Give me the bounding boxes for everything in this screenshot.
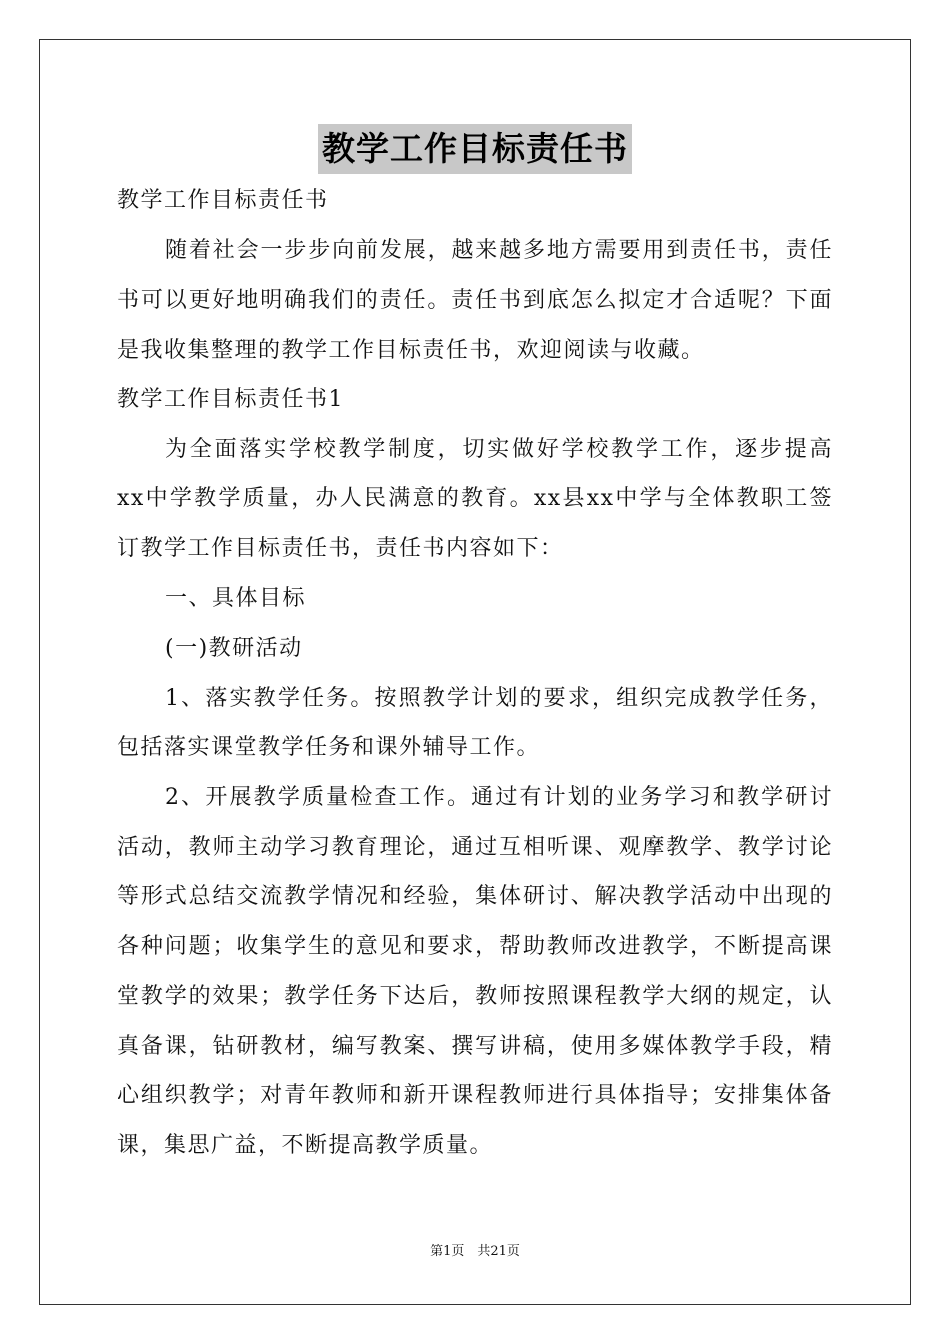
- intro-line-2: 书可以更好地明确我们的责任。责任书到底怎么拟定才合适呢？下面: [117, 288, 833, 313]
- item2-line-3: 等形式总结交流教学情况和经验，集体研讨、解决教学活动中出现的: [117, 884, 833, 909]
- document-title: 教学工作目标责任书: [318, 124, 632, 174]
- item2-line-6: 真备课，钻研教材，编写教案、撰写讲稿，使用多媒体教学手段，精: [117, 1034, 833, 1059]
- item1-line-1: 1、落实教学任务。按照教学计划的要求，组织完成教学任务，: [165, 686, 833, 711]
- heading-specific-goals: 一、具体目标: [165, 586, 307, 611]
- title-container: [0, 124, 950, 174]
- para1-line-1: 为全面落实学校教学制度，切实做好学校教学工作，逐步提高: [165, 437, 833, 462]
- item2-line-5: 堂教学的效果；教学任务下达后，教师按照课程教学大纲的规定，认: [117, 984, 833, 1009]
- intro-line-1: 随着社会一步步向前发展，越来越多地方需要用到责任书，责任: [165, 238, 833, 263]
- page-footer: 第1页 共21页: [430, 1244, 520, 1259]
- para1-line-3: 订教学工作目标责任书，责任书内容如下：: [117, 536, 564, 561]
- heading-research-activities: (一)教研活动: [165, 636, 303, 661]
- item1-line-2: 包括落实课堂教学任务和课外辅导工作。: [117, 735, 541, 760]
- section-heading: 教学工作目标责任书1: [117, 387, 344, 412]
- subtitle-line: 教学工作目标责任书: [117, 188, 329, 213]
- item2-line-4: 各种问题；收集学生的意见和要求，帮助教师改进教学，不断提高课: [117, 934, 833, 959]
- item2-line-2: 活动，教师主动学习教育理论，通过互相听课、观摩教学、教学讨论: [117, 835, 833, 860]
- intro-line-3: 是我收集整理的教学工作目标责任书，欢迎阅读与收藏。: [117, 338, 705, 363]
- item2-line-7: 心组织教学；对青年教师和新开课程教师进行具体指导；安排集体备: [117, 1083, 833, 1108]
- item2-line-1: 2、开展教学质量检查工作。通过有计划的业务学习和教学研讨: [165, 785, 833, 810]
- para1-line-2: xx中学教学质量，办人民满意的教育。xx县xx中学与全体教职工签: [117, 486, 833, 511]
- item2-line-8: 课，集思广益，不断提高教学质量。: [117, 1133, 494, 1158]
- page-border: [39, 39, 911, 1305]
